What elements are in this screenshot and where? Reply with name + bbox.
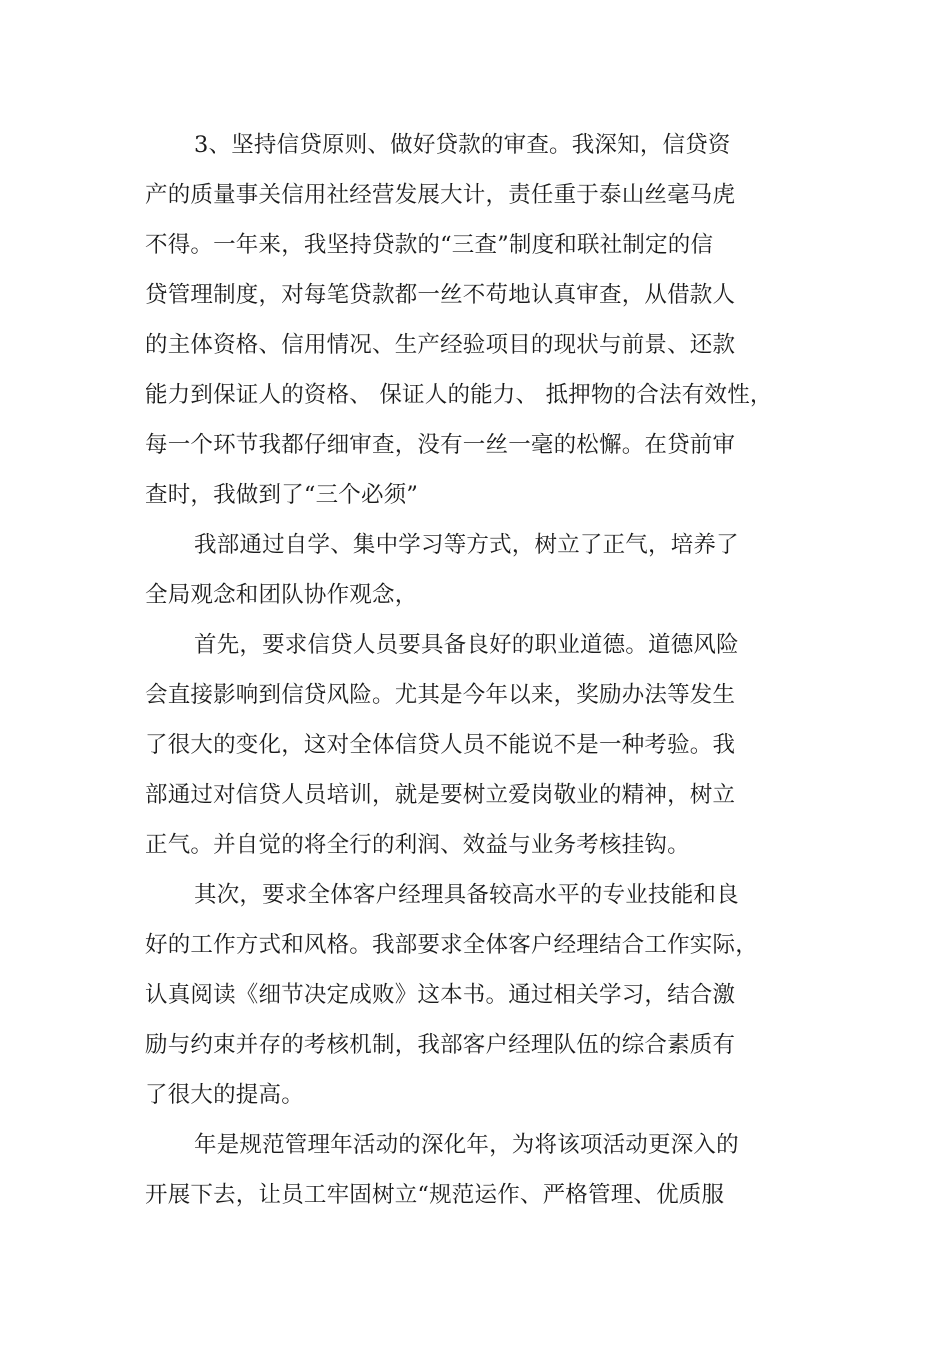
text-line: 了很大的变化，这对全体信贷人员不能说不是一种考验。我 bbox=[145, 732, 736, 758]
document-body bbox=[145, 120, 825, 1220]
paragraph-standard-management bbox=[145, 1120, 825, 1220]
text-line: 部通过对信贷人员培训，就是要树立爱岗敬业的精神，树立 bbox=[145, 782, 736, 808]
text-line: 贷管理制度，对每笔贷款都一丝不苟地认真审查，从借款人 bbox=[145, 282, 736, 308]
text-line: 年是规范管理年活动的深化年，为将该项活动更深入的 bbox=[194, 1132, 739, 1158]
text-line: 了很大的提高。 bbox=[145, 1082, 304, 1108]
text-line: 不得。一年来，我坚持贷款的“三查”制度和联社制定的信 bbox=[145, 232, 714, 258]
text-line: 能力到保证人的资格、 保证人的能力、 抵押物的合法有效性， bbox=[145, 382, 773, 408]
paragraph-team-study bbox=[145, 520, 825, 620]
paragraph-professional-skills bbox=[145, 870, 825, 1120]
text-line: 的主体资格、信用情况、生产经验项目的现状与前景、还款 bbox=[145, 332, 736, 358]
text-line: 产的质量事关信用社经营发展大计，责任重于泰山丝毫马虎 bbox=[145, 182, 736, 208]
paragraph-professional-ethics bbox=[145, 620, 825, 870]
text-line: 我部通过自学、集中学习等方式，树立了正气，培养了 bbox=[194, 532, 739, 558]
text-line: 励与约束并存的考核机制，我部客户经理队伍的综合素质有 bbox=[145, 1032, 736, 1058]
text-line: 会直接影响到信贷风险。尤其是今年以来，奖励办法等发生 bbox=[145, 682, 736, 708]
text-line: 3、坚持信贷原则、做好贷款的审查。我深知，信贷资 bbox=[194, 132, 731, 158]
text-line: 其次，要求全体客户经理具备较高水平的专业技能和良 bbox=[194, 882, 739, 908]
text-line: 好的工作方式和风格。我部要求全体客户经理结合工作实际， bbox=[145, 932, 758, 958]
paragraph-credit-review bbox=[145, 120, 825, 520]
text-line: 首先，要求信贷人员要具备良好的职业道德。道德风险 bbox=[194, 632, 739, 658]
text-line: 全局观念和团队协作观念， bbox=[145, 582, 418, 608]
text-line: 查时，我做到了“三个必须” bbox=[145, 482, 419, 508]
text-line: 每一个环节我都仔细审查，没有一丝一毫的松懈。在贷前审 bbox=[145, 432, 736, 458]
text-line: 正气。并自觉的将全行的利润、效益与业务考核挂钩。 bbox=[145, 832, 690, 858]
text-line: 开展下去，让员工牢固树立“规范运作、严格管理、优质服 bbox=[145, 1182, 725, 1208]
text-line: 认真阅读《细节决定成败》这本书。通过相关学习，结合激 bbox=[145, 982, 736, 1008]
